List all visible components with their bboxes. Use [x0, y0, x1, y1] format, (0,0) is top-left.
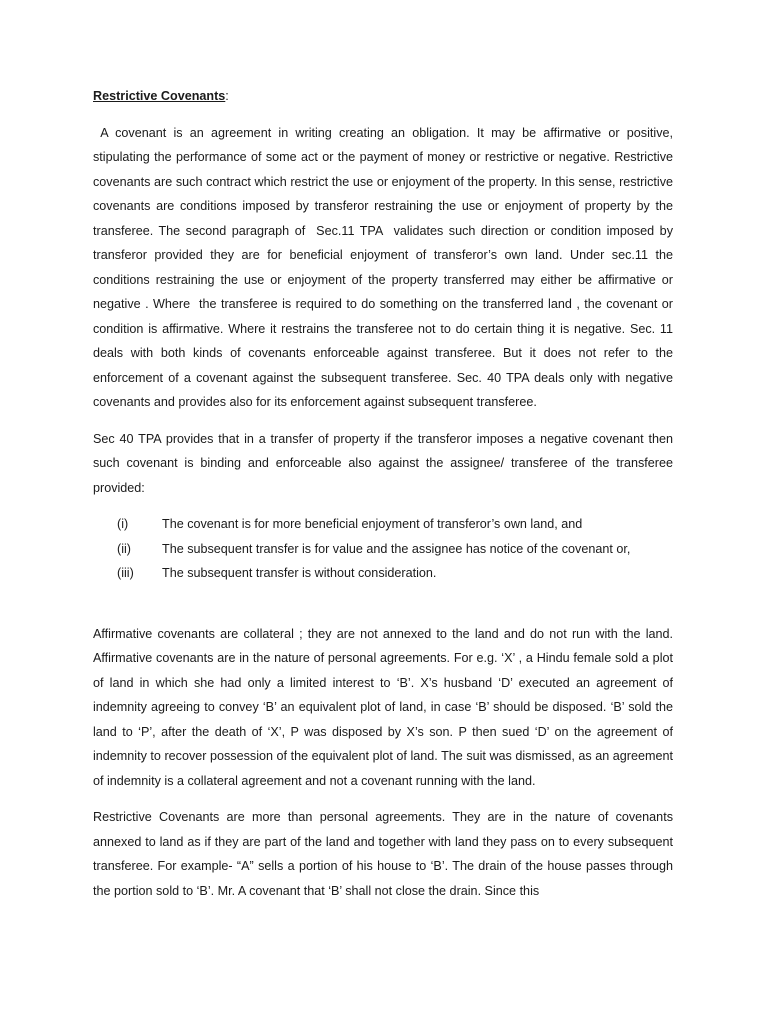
list-item-text: The subsequent transfer is without consideration.	[162, 566, 437, 580]
paragraph-restrictive-covenants: Restrictive Covenants are more than personal agreements. They are in the nature of covenants annexed to land as if they are part of the land and together with land they pass on to every subsequent transferee. For example- “A” sells a portion of his house to ‘B’. The drain of the house passes through the portion sold to ‘B’. Mr. A covenant that ‘B’ shall not close the drain. Since this	[93, 810, 673, 898]
heading-title: Restrictive Covenants	[93, 89, 226, 103]
document-page	[93, 84, 677, 915]
list-item-text: The subsequent transfer is for value and the assignee has notice of the covenant or,	[162, 541, 631, 556]
list-item	[93, 512, 673, 537]
heading-colon: :	[225, 89, 229, 103]
section-heading	[93, 84, 673, 109]
list-item-number: (i)	[117, 517, 129, 531]
blank-gap	[93, 586, 673, 622]
paragraph-covenant-definition: A covenant is an agreement in writing creating an obligation. It may be affirmative or positive, stipulating the performance of some act or the payment of money or restrictive or negative. Restrictive covenants are such contract which restrict the use or enjoyment of the property. In this sense, restrictive covenants are conditions imposed by transferor restraining the use or enjoyment of property by the transferee. The second paragraph of Sec.11 TPA validates such direction or condition imposed by transferor provided they are for beneficial enjoyment of transferor’s own land. Under sec.11 the conditions restraining the use or enjoyment of the property transferred may either be affirmative or negative . Where the transferee is required to do something on the transferred land , the covenant or condition is affirmative. Where it restrains the transferee not to do certain thing it is negative. Sec. 11 deals with both kinds of covenants enforceable against transferee. But it does not refer to the enforcement of a covenant against the subsequent transferee. Sec. 40 TPA deals only with negative covenants and provides also for its enforcement against subsequent transferee.	[93, 125, 677, 409]
list-item-number: (ii)	[117, 541, 131, 556]
list-item-text: The covenant is for more beneficial enjoyment of transferor’s own land, and	[162, 517, 583, 531]
paragraph-affirmative-covenants: Affirmative covenants are collateral ; they are not annexed to the land and do not run with the land. Affirmative covenants are in the nature of personal agreements. For e.g. ‘X’ , a Hindu female sold a plot of land in which she had only a limited interest to ‘B’. X’s husband ‘D’ executed an agreement of indemnity agreeing to convey ‘B’ an equivalent plot of land, in case ‘B’ should be disposed. ‘B’ sold the land to ‘P’, after the death of ‘X’, P was disposed by X’s son. P then sued ‘D’ on the agreement of indemnity to recover possession of the equivalent plot of land. The suit was dismissed, as an agreement of indemnity is a collateral agreement and not a covenant running with the land.	[93, 626, 673, 788]
list-item	[93, 537, 673, 562]
paragraph-sec40-intro: Sec 40 TPA provides that in a transfer of property if the transferor imposes a negative covenant then such covenant is binding and enforceable also against the assignee/ transferee of the transferee provided:	[93, 431, 673, 495]
conditions-list	[93, 512, 673, 586]
list-item-number: (iii)	[117, 566, 134, 580]
list-item	[93, 561, 673, 586]
